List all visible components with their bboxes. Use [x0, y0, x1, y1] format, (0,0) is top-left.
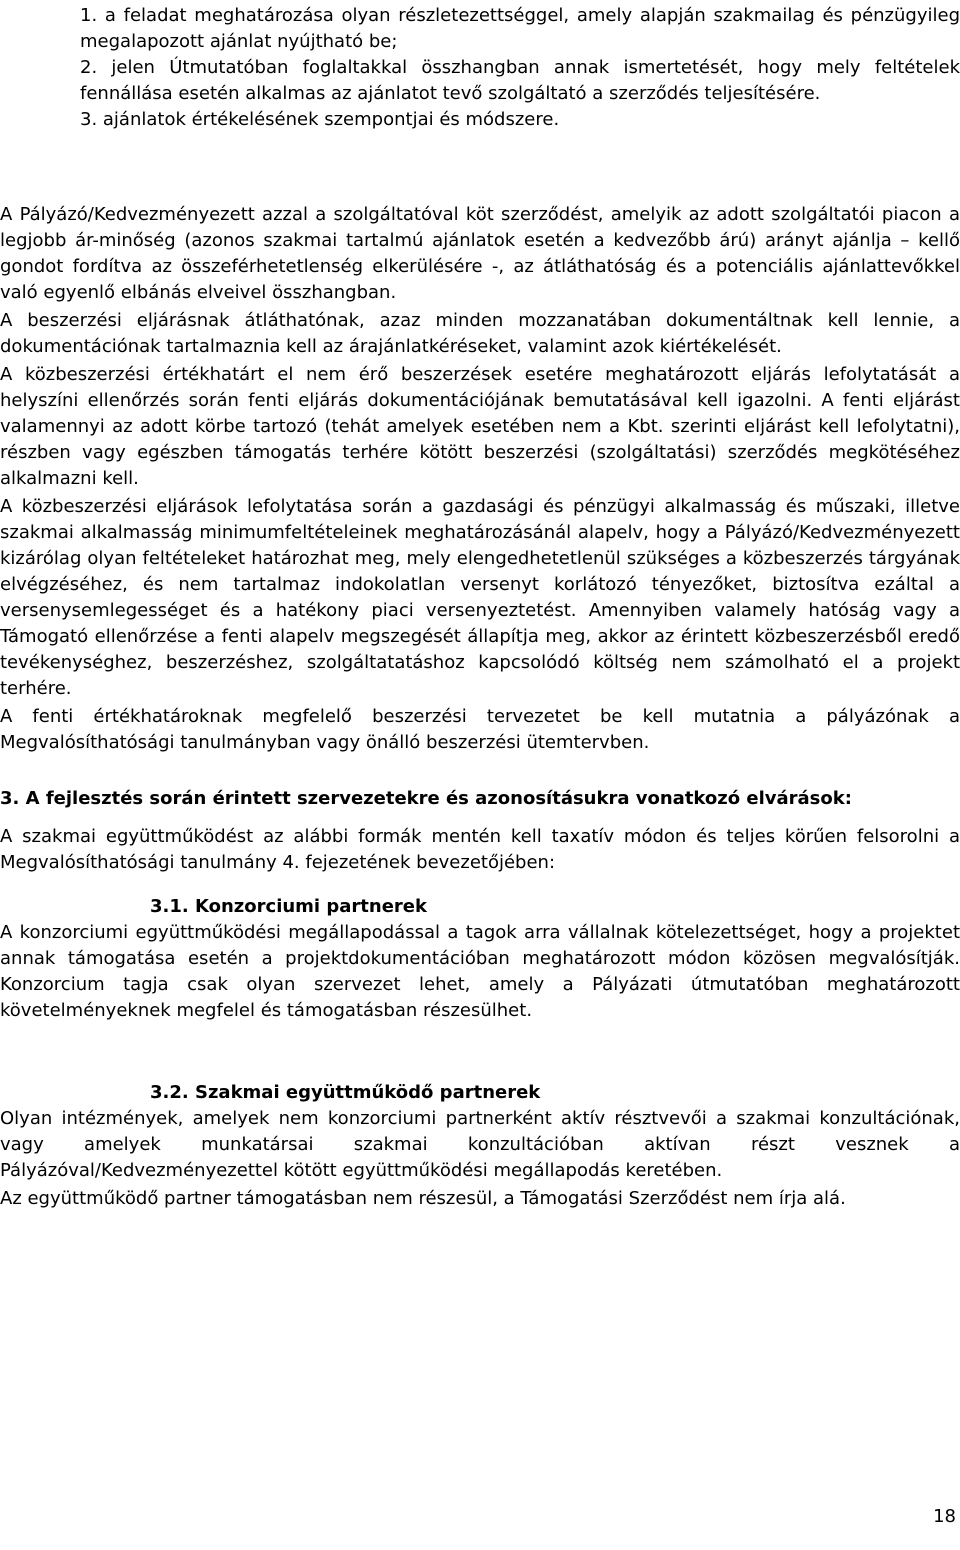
page-number: 18 [933, 1506, 956, 1527]
list-item-2: 2. jelen Útmutatóban foglaltakkal összhangban annak ismertetését, hogy mely feltételek fennállása esetén alkalmas az ajánlatot tevő szolgáltató a szerződés teljesítésére. [80, 57, 960, 104]
paragraph-transparency: A beszerzési eljárásnak átláthatónak, azaz minden mozzanatában dokumentáltnak kell lennie, a dokumentációnak tartalmaznia kell az árajánlatkéréseket, valamint azok kiértékelését. [0, 310, 960, 357]
section-3-1-heading: 3.1. Konzorciumi partnerek [150, 896, 427, 917]
paragraph-procurement-plan: A fenti értékhatároknak megfelelő beszerzési tervezetet be kell mutatnia a pályázónak a Megvalósíthatósági tanulmányban vagy önálló beszerzési ütemtervben. [0, 706, 960, 753]
paragraph-selection: A Pályázó/Kedvezményezett azzal a szolgáltatóval köt szerződést, amelyik az adott szolgáltatói piacon a legjobb ár-minőség (azonos szakmai tartalmú ajánlatok esetén a kedvezőbb árú) arányt ajánlja – kellő gondot fordítva az összeférhetetlenség elkerülésére -, az átláthatóság és a potenciális ajánlattevőkkel való egyenlő elbánás elveivel összhangban. [0, 204, 960, 303]
section-3-2-text-2: Az együttműködő partner támogatásban nem részesül, a Támogatási Szerződést nem írja alá. [0, 1188, 846, 1209]
section-3-1-text: A konzorciumi együttműködési megállapodással a tagok arra vállalnak kötelezettséget, hogy a projektet annak támogatása esetén a projektdokumentációban meghatározott módon közösen megvalósítják. Konzorcium tagja csak olyan szervezet lehet, amely a Pályázati útmutatóban meghatározott követelményeknek megfelel és támogatásban részesülhet. [0, 922, 960, 1021]
section-3-2-text-1: Olyan intézmények, amelyek nem konzorciumi partnerként aktív résztvevői a szakmai konzultációnak, vagy amelyek munkatársai szakmai konzultációban aktívan részt vesznek a Pályázóval/Kedvezményezettel kötött együttműködési megállapodás keretében. [0, 1108, 960, 1181]
list-item-1: 1. a feladat meghatározása olyan részletezettséggel, amely alapján szakmailag és pénzügyileg megalapozott ajánlat nyújtható be; [80, 5, 960, 52]
list-item-3: 3. ajánlatok értékelésének szempontjai és módszere. [80, 109, 560, 130]
criteria-list [0, 3, 960, 133]
section-3-2-heading: 3.2. Szakmai együttműködő partnerek [150, 1082, 541, 1103]
paragraph-procurement-principles: A közbeszerzési eljárások lefolytatása során a gazdasági és pénzügyi alkalmasság és műszaki, illetve szakmai alkalmasság minimumfeltételeinek meghatározásánál alapelv, hogy a Pályázó/Kedvezményezett kizárólag olyan feltételeket határozhat meg, mely elengedhetetlenül szükséges a közbeszerzés tárgyának elvégzéséhez, és nem tartalmaz indokolatlan versenyt korlátozó tényezőket, biztosítva ezáltal a versenysemlegességet és a hatékony piaci versenyeztetést. Amennyiben valamely hatóság vagy a Támogató ellenőrzése a fenti alapelv megszegését állapítja meg, akkor az érintett közbeszerzésből eredő tevékenységhez, beszerzéshez, szolgáltatatáshoz kapcsolódó költség nem számolható el a projekt terhére. [0, 496, 960, 699]
section-3-intro: A szakmai együttműködést az alábbi formák mentén kell taxatív módon és teljes körűen felsorolni a Megvalósíthatósági tanulmány 4. fejezetének bevezetőjében: [0, 826, 960, 873]
document-body [0, 202, 960, 1214]
paragraph-threshold: A közbeszerzési értékhatárt el nem érő beszerzések esetére meghatározott eljárás lefolytatását a helyszíni ellenőrzés során fenti eljárás dokumentációjának bemutatásával kell igazolni. A fenti eljárást valamennyi az adott körbe tartozó (tehát amelyek esetében nem a Kbt. szerinti eljárást kell lefolytatni), részben vagy egészben támogatás terhére kötött beszerzési (szolgáltatási) szerződés megkötéséhez alkalmazni kell. [0, 364, 960, 489]
section-3-heading: 3. A fejlesztés során érintett szervezetekre és azonosításukra vonatkozó elvárások: [0, 788, 852, 809]
